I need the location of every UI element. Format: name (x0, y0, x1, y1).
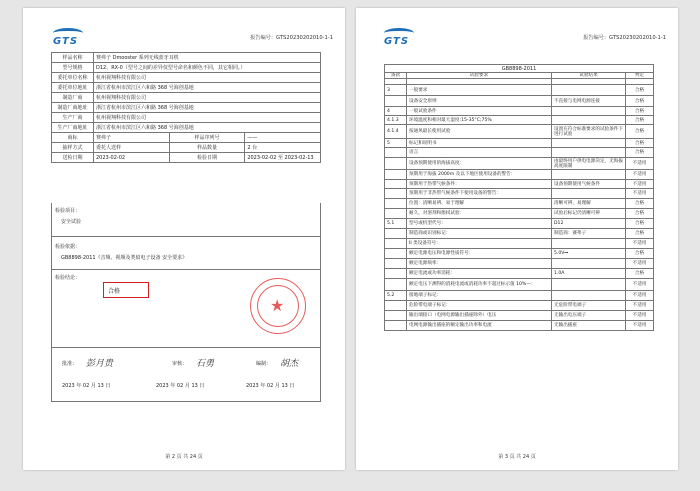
report-number: 报告编号：GTS20230202010-1-1 (250, 35, 333, 41)
header-result: 试验结果 (552, 73, 626, 79)
cell-c2: 接地端子标记： (407, 291, 552, 301)
cell-c4: 合格 (626, 269, 654, 279)
table-row (385, 116, 654, 125)
brand-value: 赛弗子 (94, 133, 170, 143)
table-row (385, 125, 654, 139)
cell-c3: 设置在符合标准要求的试验条件下进行试验 (552, 125, 626, 139)
test-basis-section (51, 237, 321, 270)
report-page-3 (356, 8, 678, 470)
cell-c2: 设备预期使用的海拔高度： (407, 158, 552, 170)
cell-c4: 合格 (626, 199, 654, 209)
cell-c2: 标记和说明书 (407, 139, 552, 148)
conclusion-box: 合格 (103, 282, 149, 298)
cell-c2: 按通风最长使用试验 (407, 125, 552, 139)
cell-c2: 额定电源频率： (407, 259, 552, 269)
cell-c4: 合格 (626, 209, 654, 219)
cell-c1 (385, 199, 407, 209)
cell-c1: 4 (385, 107, 407, 116)
gts-logo: GTS (53, 28, 83, 47)
cell-c1 (385, 249, 407, 259)
table-row (385, 170, 654, 180)
cell-c2: 电网电源输出插座的额定输出功率和电流 (407, 321, 552, 331)
cell-c4: 合格 (626, 107, 654, 116)
cell-c3: 无输出电压端子 (552, 311, 626, 321)
cell-c2: 设备安全原则 (407, 96, 552, 107)
cell-c1 (385, 209, 407, 219)
header-requirement: 试验要求 (407, 73, 552, 79)
table-row (385, 148, 654, 158)
cell-c1: 4.1.3 (385, 116, 407, 125)
cell-c2: 预期用于非热带气候条件下使用设备的警告： (407, 189, 552, 199)
table-row (385, 321, 654, 331)
arrival-label: 送检日期 (52, 153, 94, 163)
cell-c1 (385, 158, 407, 170)
cell-c4: 合格 (626, 139, 654, 148)
model-value: D12、RX-0（型号之间的差异仅型号命名和颜色不同，其它相同。） (94, 63, 321, 73)
cell-c4: 合格 (626, 229, 654, 239)
mfr-addr-label: 制造厂商地址 (52, 103, 94, 113)
cell-c3: 5.0V⎓ (552, 249, 626, 259)
cell-c1 (385, 279, 407, 291)
cell-c3: D12 (552, 219, 626, 229)
cell-c1: 4.1.4 (385, 125, 407, 139)
cell-c3 (552, 85, 626, 96)
inspection-seal-icon: ★ (250, 278, 306, 334)
qty-label: 样品数量 (169, 143, 245, 153)
review-date: 2023 年 02 月 13 日 (156, 383, 205, 389)
cell-c2: 额定电源电压和电源性质符号： (407, 249, 552, 259)
table-row (385, 209, 654, 219)
page-footer: 第 2 页 共 24 页 (165, 454, 203, 460)
cell-c1 (385, 189, 407, 199)
producer-addr-label: 生产厂商地址 (52, 123, 94, 133)
cell-c3: 不直接与电网电源连接 (552, 96, 626, 107)
cell-c1: 5.1 (385, 219, 407, 229)
cell-c2: II 类设备符号： (407, 239, 552, 249)
cell-c1 (385, 170, 407, 180)
arrival-value: 2023-02-02 (94, 153, 170, 163)
test-basis-value: GB8898-2011《音频、视频及类似电子设备 安全要求》 (61, 255, 188, 261)
cell-c2: 制造商或识别标记： (407, 229, 552, 239)
cell-c2: 预期用于海拔 2000m 及以下地区使用设备的警告： (407, 170, 552, 180)
cell-c3 (552, 148, 626, 158)
test-item-label: 检验项目： (55, 208, 81, 214)
cell-c4: 不适用 (626, 311, 654, 321)
cell-c3: 设备预期使用气候条件 (552, 180, 626, 189)
producer-value: 杭州视翔科技有限公司 (94, 113, 321, 123)
signature-section (51, 348, 321, 402)
table-row (385, 229, 654, 239)
cell-c1: 5 (385, 139, 407, 148)
cell-c1 (385, 269, 407, 279)
test-date-value: 2023-02-02 至 2023-02-13 (245, 153, 321, 163)
reviewer-signature: 石勇 (196, 359, 215, 369)
test-results-table (384, 72, 654, 331)
table-row (385, 219, 654, 229)
cell-c4: 合格 (626, 219, 654, 229)
cell-c2: 环境温度和相对最大湿度:15-35°C;75% (407, 116, 552, 125)
sampling-value: 委托人送样 (94, 143, 170, 153)
cell-c4: 不适用 (626, 170, 654, 180)
table-row (385, 180, 654, 189)
cell-c4: 合格 (626, 148, 654, 158)
qty-value: 2 台 (245, 143, 321, 153)
table-row (385, 279, 654, 291)
sample-name-label: 样品名称 (52, 53, 94, 63)
conclusion-label: 检验结论： (55, 275, 81, 281)
table-row (385, 96, 654, 107)
cell-c3 (552, 239, 626, 249)
cell-c3: 1.0A (552, 269, 626, 279)
cell-c2: 型号或机型代号： (407, 219, 552, 229)
table-row (385, 301, 654, 311)
cell-c1 (385, 229, 407, 239)
approve-date: 2023 年 02 月 13 日 (62, 383, 111, 389)
cell-c1 (385, 239, 407, 249)
draft-date: 2023 年 02 月 13 日 (246, 383, 295, 389)
cell-c4: 合格 (626, 96, 654, 107)
cell-c3 (552, 291, 626, 301)
table-row (385, 239, 654, 249)
test-item-value: 安全试验 (61, 219, 82, 225)
header-verdict: 判定 (626, 73, 654, 79)
cell-c3: 试验后标记仍清晰可辨 (552, 209, 626, 219)
mfr-value: 杭州视翔科技有限公司 (94, 93, 321, 103)
cell-c4: 不适用 (626, 259, 654, 269)
serial-value: —— (245, 133, 321, 143)
cell-c3: 由最终用户供电电源决定，无海拔高度限制 (552, 158, 626, 170)
cell-c1 (385, 180, 407, 189)
cell-c3 (552, 189, 626, 199)
table-row (385, 189, 654, 199)
table-row (385, 291, 654, 301)
report-number: 报告编号：GTS20230202010-1-1 (583, 35, 666, 41)
cell-c1 (385, 259, 407, 269)
serial-label: 样品序列号 (169, 133, 245, 143)
cell-c2: 耐久，对溶剂和擦拭试验： (407, 209, 552, 219)
table-row (385, 269, 654, 279)
client-label: 委托单位名称 (52, 73, 94, 83)
client-addr-label: 委托单位地址 (52, 83, 94, 93)
cell-c4: 不适用 (626, 189, 654, 199)
test-item-section (51, 203, 321, 237)
cell-c4: 合格 (626, 249, 654, 259)
sample-info-table (51, 52, 321, 163)
gts-logo: GTS (384, 28, 414, 47)
test-basis-label: 检验依据： (55, 244, 81, 250)
table-row (385, 107, 654, 116)
cell-c4: 不适用 (626, 239, 654, 249)
cell-c2: 语言 (407, 148, 552, 158)
producer-label: 生产厂商 (52, 113, 94, 123)
cell-c3: 清晰可辨，易理解 (552, 199, 626, 209)
table-row (385, 249, 654, 259)
cell-c3: 无危险带电端子 (552, 301, 626, 311)
sampling-label: 抽样方式 (52, 143, 94, 153)
test-date-label: 检验日期 (169, 153, 245, 163)
cell-c4: 不适用 (626, 321, 654, 331)
drafter-label: 编制： (256, 361, 272, 367)
cell-c1 (385, 148, 407, 158)
cell-c2: 一般试验条件 (407, 107, 552, 116)
cell-c2: 额定电流或功率消耗： (407, 269, 552, 279)
cell-c3: 无输出插座 (552, 321, 626, 331)
cell-c1: 3 (385, 85, 407, 96)
cell-c1 (385, 96, 407, 107)
mfr-addr-value: 浙江省杭州市滨江区六和路 368 号海创基地 (94, 103, 321, 113)
cell-c4: 不适用 (626, 291, 654, 301)
producer-addr-value: 浙江省杭州市滨江区六和路 368 号海创基地 (94, 123, 321, 133)
cell-c3 (552, 116, 626, 125)
cell-c3 (552, 107, 626, 116)
cell-c4: 不适用 (626, 180, 654, 189)
brand-label: 商标 (52, 133, 94, 143)
page-footer: 第 3 页 共 24 页 (498, 454, 536, 460)
cell-c3 (552, 139, 626, 148)
cell-c2: 预期用于热带气候条件： (407, 180, 552, 189)
cell-c1 (385, 311, 407, 321)
cell-c4: 不适用 (626, 301, 654, 311)
cell-c3: 制造商：赛弗子 (552, 229, 626, 239)
cell-c4: 合格 (626, 85, 654, 96)
cell-c1: 5.2 (385, 291, 407, 301)
model-label: 型号规格 (52, 63, 94, 73)
cell-c2: 位置：清晰易辨、易于理解 (407, 199, 552, 209)
table-row (385, 85, 654, 96)
cell-c3 (552, 279, 626, 291)
client-addr-value: 浙江省杭州市滨江区六和路 368 号海创基地 (94, 83, 321, 93)
cell-c4: 合格 (626, 125, 654, 139)
mfr-label: 制造厂商 (52, 93, 94, 103)
cell-c2: 一般要求 (407, 85, 552, 96)
cell-c4: 不适用 (626, 158, 654, 170)
table-row (385, 259, 654, 269)
approver-label: 批准： (62, 361, 78, 367)
cell-c4: 合格 (626, 116, 654, 125)
drafter-signature: 胡杰 (280, 359, 299, 369)
table-row (385, 311, 654, 321)
cell-c3 (552, 170, 626, 180)
table-row (385, 158, 654, 170)
table-row (385, 199, 654, 209)
approver-signature: 彭月贵 (86, 359, 114, 369)
header-clause: 条款 (385, 73, 407, 79)
sample-name-value: 赛弗子 Dmooster 系列无线蓝牙耳机 (94, 53, 321, 63)
cell-c2: 输出端接口（电网电源输出插座除外）电压 (407, 311, 552, 321)
client-value: 杭州视翔科技有限公司 (94, 73, 321, 83)
cell-c1 (385, 321, 407, 331)
cell-c3 (552, 259, 626, 269)
cell-c1 (385, 301, 407, 311)
cell-c2: 危险带电端子标记： (407, 301, 552, 311)
cell-c4: 不适用 (626, 279, 654, 291)
conclusion-section (51, 270, 321, 348)
table-row (385, 139, 654, 148)
reviewer-label: 审核： (172, 361, 188, 367)
cell-c2: 额定电压下测得的消耗电流或消耗功率不超过标示值 10%—： (407, 279, 552, 291)
report-page-2 (23, 8, 345, 470)
standard-title: GB8898-2011 (384, 64, 654, 72)
